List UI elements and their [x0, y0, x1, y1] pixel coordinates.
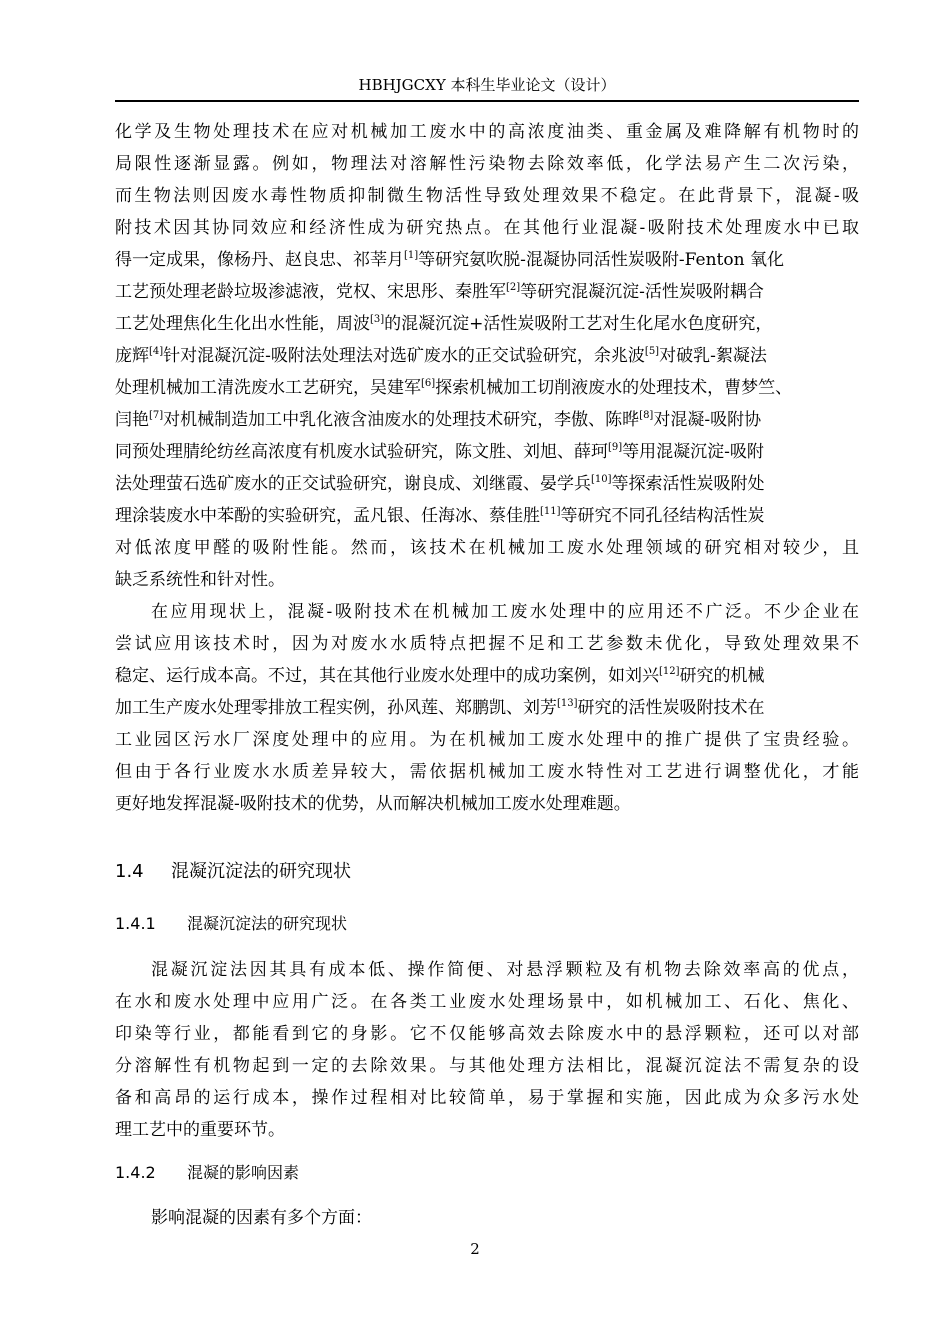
paragraph-literature-review — [115, 116, 859, 820]
text-span: 处理机械加工清洗废水工艺研究，吴建军 — [115, 378, 421, 398]
text-span: 加工生产废水处理零排放工程实例，孙风莲、郑鹏凯、刘芳 — [115, 698, 557, 718]
citation-ref: [8] — [639, 410, 654, 421]
text-span: 工艺处理焦化生化出水性能，周波 — [115, 314, 370, 334]
text-span: 等用混凝沉淀-吸附 — [622, 442, 764, 462]
text-span: 同预处理腈纶纺丝高浓度有机废水试验研究，陈文胜、刘旭、薛珂 — [115, 442, 608, 462]
text-line: 混凝沉淀法因其具有成本低、操作简便、对悬浮颗粒及有机物去除效率高的优点， — [151, 960, 859, 980]
text-line — [115, 372, 859, 404]
citation-ref: [12] — [659, 666, 680, 677]
header-rule — [115, 100, 859, 102]
text-line: 理工艺中的重要环节。 — [115, 1120, 285, 1140]
text-span: 探索机械加工切削液废水的处理技术，曹梦竺、 — [435, 378, 793, 398]
text-line — [115, 500, 859, 532]
text-line: 而生物法则因废水毒性物质抑制微生物活性导致处理效果不稳定。在此背景下，混凝-吸 — [115, 186, 859, 206]
text-line: 化学及生物处理技术在应对机械加工废水中的高浓度油类、重金属及难降解有机物时的 — [115, 122, 859, 142]
text-span: 对混凝-吸附协 — [653, 410, 762, 430]
text-span: 对机械制造加工中乳化液含油废水的处理技术研究，李傲、陈晔 — [163, 410, 640, 430]
citation-ref: [1] — [404, 250, 419, 261]
text-line — [115, 468, 859, 500]
text-span: 稳定、运行成本高。不过，其在其他行业废水处理中的成功案例，如刘兴 — [115, 666, 659, 686]
text-span: 理涂装废水中苯酚的实验研究，孟凡银、任海冰、蔡佳胜 — [115, 506, 540, 526]
text-span: 针对混凝沉淀-吸附法处理法对选矿废水的正交试验研究，余兆波 — [163, 346, 645, 366]
text-span: 的混凝沉淀+活性炭吸附工艺对生化尾水色度研究， — [384, 314, 773, 334]
text-line: 局限性逐渐显露。例如，物理法对溶解性污染物去除效率低，化学法易产生二次污染， — [115, 154, 859, 174]
citation-ref: [2] — [506, 282, 521, 293]
text-span: 等研究不同孔径结构活性炭 — [560, 506, 765, 526]
text-line — [115, 404, 859, 436]
citation-ref: [13] — [557, 698, 578, 709]
text-span: 研究的活性炭吸附技术在 — [577, 698, 765, 718]
text-line: 备和高昂的运行成本，操作过程相对比较简单，易于掌握和实施，因此成为众多污水处 — [115, 1088, 859, 1108]
text-line: 分溶解性有机物起到一定的去除效果。与其他处理方法相比，混凝沉淀法不需复杂的设 — [115, 1056, 859, 1076]
text-line: 更好地发挥混凝-吸附技术的优势，从而解决机械加工废水处理难题。 — [115, 794, 631, 814]
text-line — [115, 276, 859, 308]
text-line — [115, 436, 859, 468]
text-line: 工业园区污水厂深度处理中的应用。为在机械加工废水处理中的推广提供了宝贵经验。 — [115, 730, 859, 750]
citation-ref: [6] — [421, 378, 436, 389]
text-line: 影响混凝的因素有多个方面： — [151, 1208, 372, 1228]
text-span: 等研究混凝沉淀-活性炭吸附耦合 — [520, 282, 764, 302]
running-header: HBHJGCXY 本科生毕业论文（设计） — [358, 76, 616, 94]
text-line: 在水和废水处理中应用广泛。在各类工业废水处理场景中，如机械加工、石化、焦化、 — [115, 992, 859, 1012]
text-line: 印染等行业，都能看到它的身影。它不仅能够高效去除废水中的悬浮颗粒，还可以对部 — [115, 1024, 859, 1044]
text-line: 在应用现状上，混凝-吸附技术在机械加工废水处理中的应用还不广泛。不少企业在 — [151, 602, 859, 622]
text-span: 法处理萤石选矿废水的正交试验研究，谢良成、刘继霞、晏学兵 — [115, 474, 591, 494]
text-line — [115, 244, 859, 276]
text-line — [115, 308, 859, 340]
paragraph-influencing-factors — [115, 1202, 859, 1234]
text-span: 闫艳 — [115, 410, 149, 430]
citation-ref: [3] — [370, 314, 385, 325]
text-line: 缺乏系统性和针对性。 — [115, 570, 285, 590]
text-line: 尝试应用该技术时，因为对废水水质特点把握不足和工艺参数未优化，导致处理效果不 — [115, 634, 859, 654]
paragraph-coagulation-overview — [115, 954, 859, 1146]
section-title: 混凝的影响因素 — [187, 1163, 300, 1182]
text-span: 庞辉 — [115, 346, 149, 366]
text-line — [115, 340, 859, 372]
text-span: 对破乳-絮凝法 — [659, 346, 767, 366]
citation-ref: [9] — [608, 442, 623, 453]
text-line — [115, 660, 859, 692]
section-heading-1-4-1 — [115, 911, 347, 937]
citation-ref: [4] — [149, 346, 164, 357]
page-number: 2 — [470, 1240, 480, 1258]
section-heading-1-4 — [115, 858, 351, 886]
citation-ref: [11] — [540, 506, 561, 517]
text-line: 但由于各行业废水水质差异较大，需依据机械加工废水特性对工艺进行调整优化，才能 — [115, 762, 859, 782]
citation-ref: [10] — [591, 474, 612, 485]
section-title: 混凝沉淀法的研究现状 — [171, 861, 351, 882]
citation-ref: [7] — [149, 410, 164, 421]
text-line — [115, 692, 859, 724]
section-number: 1.4.1 — [115, 914, 156, 933]
text-span: 等探索活性炭吸附处 — [611, 474, 765, 494]
section-heading-1-4-2 — [115, 1160, 299, 1186]
text-span: 研究的机械 — [679, 666, 765, 686]
text-span: 等研究氨吹脱-混凝协同活性炭吸附-Fenton 氧化 — [418, 250, 784, 270]
text-line: 附技术因其协同效应和经济性成为研究热点。在其他行业混凝-吸附技术处理废水中已取 — [115, 218, 859, 238]
section-title: 混凝沉淀法的研究现状 — [187, 914, 348, 933]
text-span: 工艺预处理老龄垃圾渗滤液，党权、宋思彤、秦胜军 — [115, 282, 506, 302]
text-line: 对低浓度甲醛的吸附性能。然而，该技术在机械加工废水处理领域的研究相对较少，且 — [115, 538, 859, 558]
citation-ref: [5] — [644, 346, 660, 357]
text-span: 得一定成果，像杨丹、赵良忠、祁莘月 — [115, 250, 404, 270]
section-number: 1.4 — [115, 861, 144, 882]
section-number: 1.4.2 — [115, 1163, 156, 1182]
